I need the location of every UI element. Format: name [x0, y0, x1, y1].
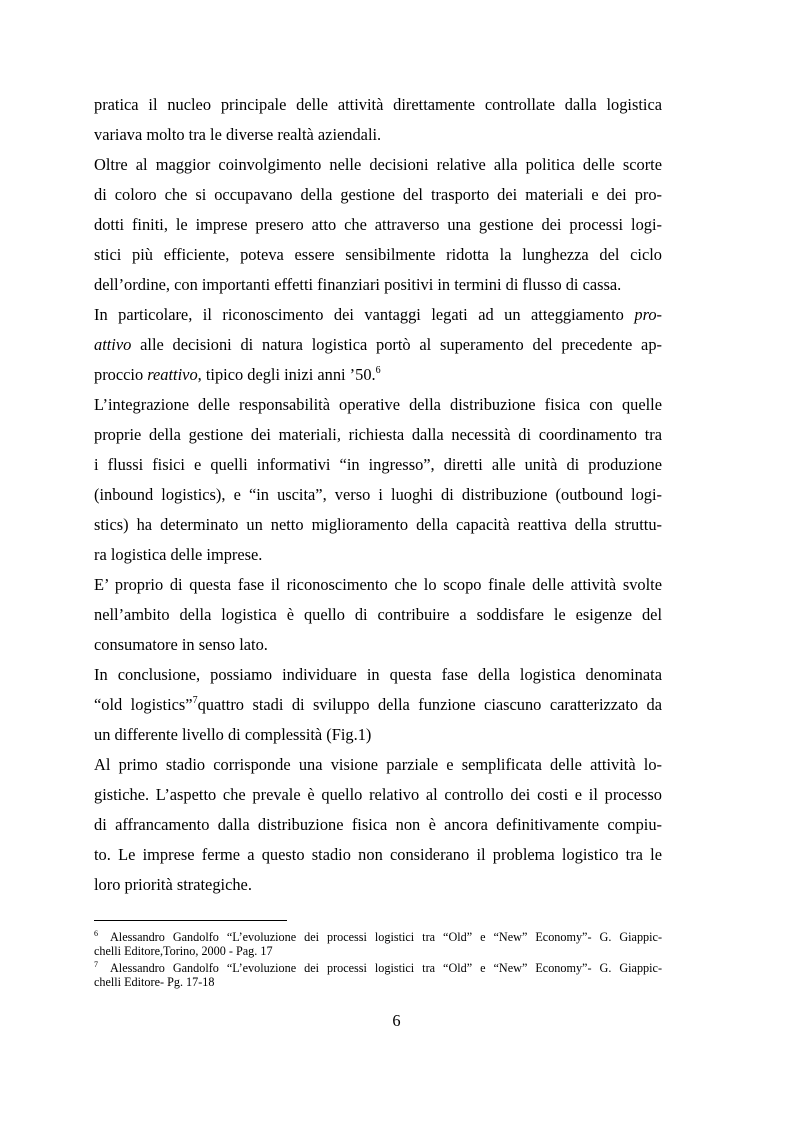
text-line: E’ proprio di questa fase il riconoscimento che lo scopo finale delle attività svolte: [94, 575, 662, 594]
text-span: proccio: [94, 365, 144, 384]
text-line: [94, 365, 662, 385]
text-line: consumatore in senso lato.: [94, 635, 268, 654]
footnote-divider: [94, 920, 287, 921]
footnote-number: 6: [94, 929, 98, 938]
italic-term: pro-: [634, 305, 662, 324]
footnote-6: [94, 930, 662, 944]
footnote-7: [94, 961, 662, 975]
text-line: nell’ambito della logistica è quello di contribuire a soddisfare le esigenze del: [94, 605, 662, 624]
text-line: (inbound logistics), e “in uscita”, verso i luoghi di distribuzione (outbound logi-: [94, 485, 662, 504]
text-span: , tipico degli inizi anni ’50.: [197, 365, 376, 384]
text-line: stici più efficiente, poteva essere sensibilmente ridotta la lunghezza del ciclo: [94, 245, 662, 264]
text-line: Oltre al maggior coinvolgimento nelle decisioni relative alla politica delle scorte: [94, 155, 662, 174]
text-line: proprie della gestione dei materiali, richiesta dalla necessità di coordinamento tra: [94, 425, 662, 444]
text-line: In conclusione, possiamo individuare in questa fase della logistica denominata: [94, 665, 662, 684]
text-line: di coloro che si occupavano della gestione del trasporto dei materiali e dei pro-: [94, 185, 662, 204]
text-span: In particolare, il riconoscimento dei vantaggi legati ad un atteggiamento: [94, 305, 624, 324]
text-line: pratica il nucleo principale delle attività direttamente controllate dalla logistica: [94, 95, 662, 114]
text-line: ra logistica delle imprese.: [94, 545, 263, 564]
text-line: gistiche. L’aspetto che prevale è quello relativo al controllo dei costi e il processo: [94, 785, 662, 804]
text-span: quattro stadi di sviluppo della funzione ciascuno caratterizzato da: [197, 695, 662, 714]
quoted-term: “old logistics”: [94, 695, 193, 714]
text-line: [94, 335, 662, 355]
text-line: di affrancamento dalla distribuzione fisica non è ancora definitivamente compiu-: [94, 815, 662, 834]
text-line: variava molto tra le diverse realtà aziendali.: [94, 125, 382, 144]
text-line: i flussi fisici e quelli informativi “in ingresso”, diretti alle unità di produzione: [94, 455, 662, 474]
text-span: alle decisioni di natura logistica portò al superamento del precedente ap-: [140, 335, 662, 354]
text-line: un differente livello di complessità (Fig.1): [94, 725, 372, 744]
footnote-text: Alessandro Gandolfo “L’evoluzione dei processi logistici tra “Old” e “New” Economy”- G. Giappic-: [110, 961, 662, 975]
text-line: stics) ha determinato un netto miglioramento della capacità reattiva della struttu-: [94, 515, 662, 534]
footnote-ref[interactable]: 7: [192, 695, 198, 706]
italic-term: attivo: [94, 335, 132, 354]
page-number: 6: [392, 1011, 401, 1030]
footnote-ref[interactable]: 6: [375, 365, 381, 376]
text-line: loro priorità strategiche.: [94, 875, 252, 894]
text-line: dell’ordine, con importanti effetti finanziari positivi in termini di flusso di cassa.: [94, 275, 622, 294]
text-span: [94, 695, 662, 714]
text-line: [94, 695, 662, 715]
footnote-number: 7: [94, 960, 98, 969]
text-line: dotti finiti, le imprese presero atto che attraverso una gestione dei processi logi-: [94, 215, 662, 234]
footnote-text: Alessandro Gandolfo “L’evoluzione dei processi logistici tra “Old” e “New” Economy”- G. Giappic-: [110, 930, 662, 944]
text-line: [94, 305, 662, 325]
footnote-6-cont: chelli Editore,Torino, 2000 - Pag. 17: [94, 944, 273, 958]
footnote-7-cont: chelli Editore- Pg. 17-18: [94, 975, 215, 989]
text-line: Al primo stadio corrisponde una visione parziale e semplificata delle attività lo-: [94, 755, 662, 774]
italic-term: reattivo: [147, 365, 198, 384]
text-line: to. Le imprese ferme a questo stadio non considerano il problema logistico tra le: [94, 845, 662, 864]
text-line: L’integrazione delle responsabilità operative della distribuzione fisica con quelle: [94, 395, 662, 414]
